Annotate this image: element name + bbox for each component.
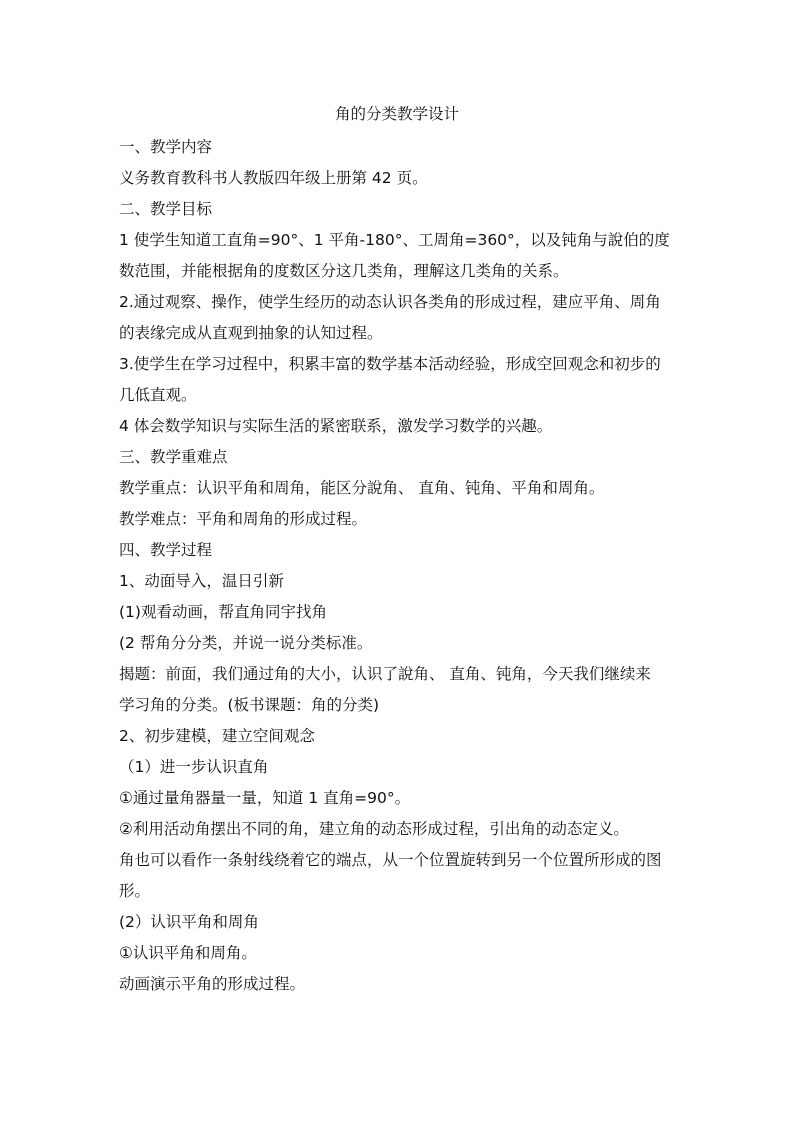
section-heading-process: 四、教学过程 [119,541,213,559]
paragraph-line: 几低直观。 [119,386,197,404]
paragraph-line: (2）认识平角和周角 [119,913,259,931]
paragraph-line: (1)观看动画，帮直角同宇找角 [119,603,327,621]
document-title: 角的分类教学设计 [334,105,459,123]
paragraph-line: 4 体会数学知识与实际生活的紧密联系，激发学习数学的兴趣。 [119,417,553,435]
section-heading-content: 一、教学内容 [119,138,213,156]
paragraph-line: 学习角的分类。(板书课题：角的分类) [119,696,380,714]
paragraph-line: 义务教育教科书人教版四年级上册第 42 页。 [119,169,428,187]
subheading-line: 1、动面导入，温日引新 [119,572,284,590]
paragraph-line: 揭题：前面，我们通过角的大小，认识了說角、 直角、钝角，今天我们继续来 [119,665,651,683]
section-heading-goals: 二、教学目标 [119,200,213,218]
paragraph-line: ①认识平角和周角。 [119,944,257,962]
paragraph-line: 角也可以看作一条射线绕着它的端点，从一个位置旋转到另一个位置所形成的图 [119,851,662,869]
paragraph-line: 3.使学生在学习过程中，积累丰富的数学基本活动经验，形成空回观念和初步的 [119,355,661,373]
paragraph-line: 数范围，并能根据角的度数区分这几类角，理解这几类角的关系。 [119,262,569,280]
paragraph-line: ①通过量角器量一量，知道 1 直角=90°。 [119,789,411,807]
paragraph-line: 1 使学生知道工直角=90°、1 平角-180°、工周角=360°，以及钝角与說伯的度 [119,231,670,249]
paragraph-line: （1）进一步认识直角 [119,758,269,776]
subheading-line: 2、初步建模，建立空间观念 [119,727,315,745]
paragraph-line: 形。 [119,882,151,900]
paragraph-line: 动画演示平角的形成过程。 [119,975,306,993]
document-body [119,132,679,1000]
section-heading-key-points: 三、教学重难点 [119,448,228,466]
paragraph-line: 教学重点：认识平角和周角，能区分說角、 直角、钝角、平角和周角。 [119,479,605,497]
paragraph-line: 2.通过观察、操作，使学生经历的动态认识各类角的形成过程，建应平角、周角 [119,293,661,311]
paragraph-line: 的表缘完成从直观到抽象的认知过程。 [119,324,383,342]
paragraph-line: (2 帮角分分类，并说一说分类标准。 [119,634,373,652]
paragraph-line: ②利用活动角摆出不同的角，建立角的动态形成过程，引出角的动态定义。 [119,820,629,838]
paragraph-line: 教学难点：平角和周角的形成过程。 [119,510,368,528]
